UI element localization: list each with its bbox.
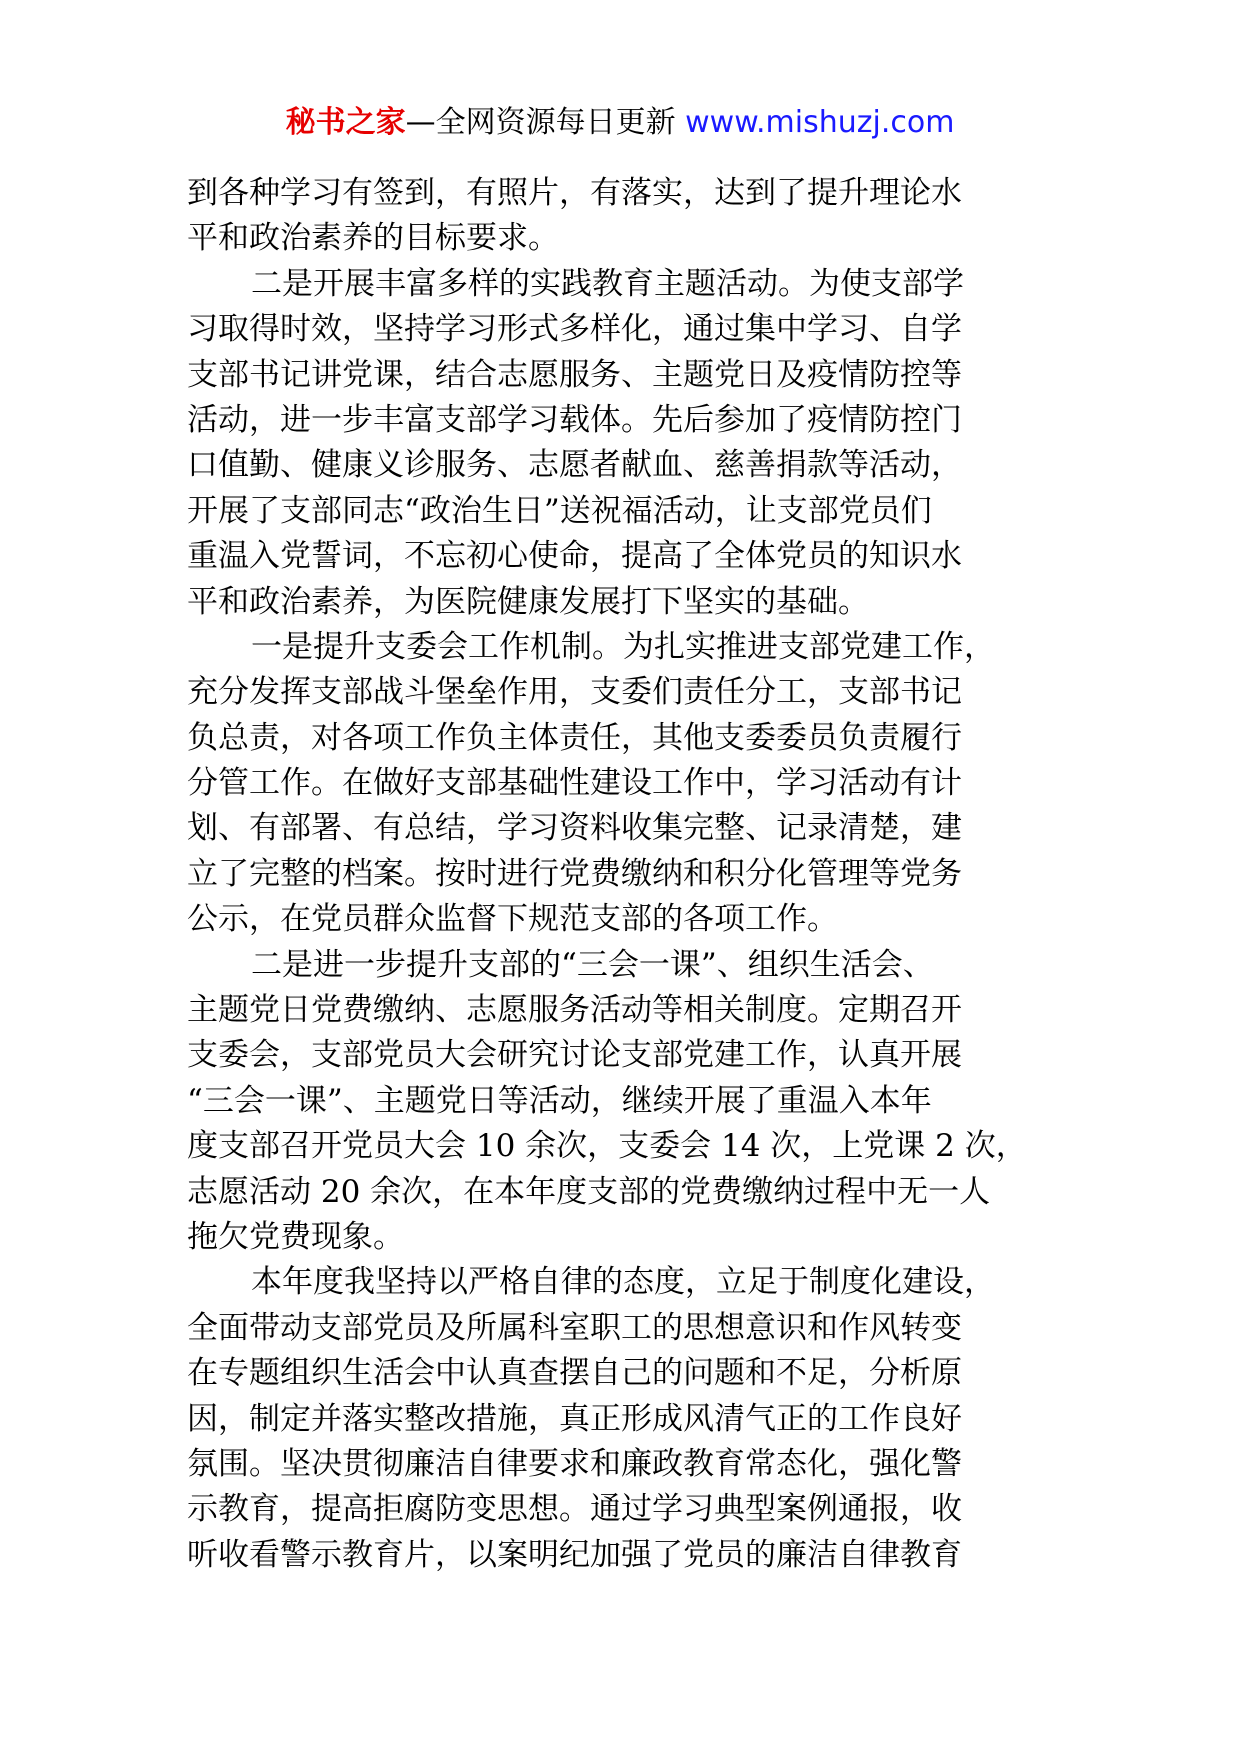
text-line: 志愿活动 20 余次，在本年度支部的党费缴纳过程中无一人 <box>187 1173 991 1210</box>
text-line: 拖欠党费现象。 <box>187 1218 404 1255</box>
text-line: 立了完整的档案。按时进行党费缴纳和积分化管理等党务 <box>187 855 962 892</box>
text-line: 在专题组织生活会中认真查摆自己的问题和不足，分析原 <box>187 1355 962 1392</box>
text-line: 支部书记讲党课，结合志愿服务、主题党日及疫情防控等 <box>187 356 962 393</box>
text-line: 示教育，提高拒腐防变思想。通过学习典型案例通报，收 <box>187 1491 962 1528</box>
text-line: 充分发挥支部战斗堡垒作用，支委们责任分工，支部书记 <box>187 674 962 711</box>
paragraph-start-line: 二是进一步提升支部的“三会一课”、组织生活会、 <box>251 946 934 983</box>
page-header <box>0 100 1240 146</box>
text-line: 分管工作。在做好支部基础性建设工作中，学习活动有计 <box>187 765 962 802</box>
text-line: 习取得时效，坚持学习形式多样化，通过集中学习、自学 <box>187 311 962 348</box>
paragraph-start-line: 本年度我坚持以严格自律的态度，立足于制度化建设， <box>251 1264 995 1301</box>
document-body <box>187 171 1067 1578</box>
text-line: 开展了支部同志“政治生日”送祝福活动，让支部党员们 <box>187 492 932 529</box>
site-url-link[interactable]: www.mishuzj.com <box>685 105 955 140</box>
text-line: “三会一课”、主题党日等活动，继续开展了重温入本年 <box>187 1082 932 1119</box>
text-line: 平和政治素养，为医院健康发展打下坚实的基础。 <box>187 583 869 620</box>
text-line: 划、有部署、有总结，学习资料收集完整、记录清楚，建 <box>187 810 962 847</box>
text-line: 负总责，对各项工作负主体责任，其他支委委员负责履行 <box>187 719 962 756</box>
text-line: 平和政治素养的目标要求。 <box>187 220 559 257</box>
text-line: 口值勤、健康义诊服务、志愿者献血、慈善捐款等活动， <box>187 447 962 484</box>
text-line: 活动，进一步丰富支部学习载体。先后参加了疫情防控门 <box>187 401 962 438</box>
text-line: 公示，在党员群众监督下规范支部的各项工作。 <box>187 901 838 938</box>
text-line: 支委会，支部党员大会研究讨论支部党建工作，认真开展 <box>187 1037 962 1074</box>
text-line: 听收看警示教育片，以案明纪加强了党员的廉洁自律教育 <box>187 1536 962 1573</box>
site-name: 秘书之家 <box>285 105 406 140</box>
text-line: 到各种学习有签到，有照片，有落实，达到了提升理论水 <box>187 175 962 211</box>
text-line: 氛围。坚决贯彻廉洁自律要求和廉政教育常态化，强化警 <box>187 1445 962 1482</box>
text-line: 因，制定并落实整改措施，真正形成风清气正的工作良好 <box>187 1400 962 1437</box>
paragraph-start-line: 二是开展丰富多样的实践教育主题活动。为使支部学 <box>251 265 964 302</box>
paragraph-start-line: 一是提升支委会工作机制。为扎实推进支部党建工作， <box>251 628 995 665</box>
text-line: 全面带动支部党员及所属科室职工的思想意识和作风转变 <box>187 1309 962 1346</box>
text-line: 度支部召开党员大会 10 余次，支委会 14 次，上党课 2 次， <box>187 1128 1027 1165</box>
text-line: 重温入党誓词，不忘初心使命，提高了全体党员的知识水 <box>187 538 962 575</box>
site-tagline: —全网资源每日更新 <box>405 105 676 140</box>
text-line: 主题党日党费缴纳、志愿服务活动等相关制度。定期召开 <box>187 992 962 1029</box>
